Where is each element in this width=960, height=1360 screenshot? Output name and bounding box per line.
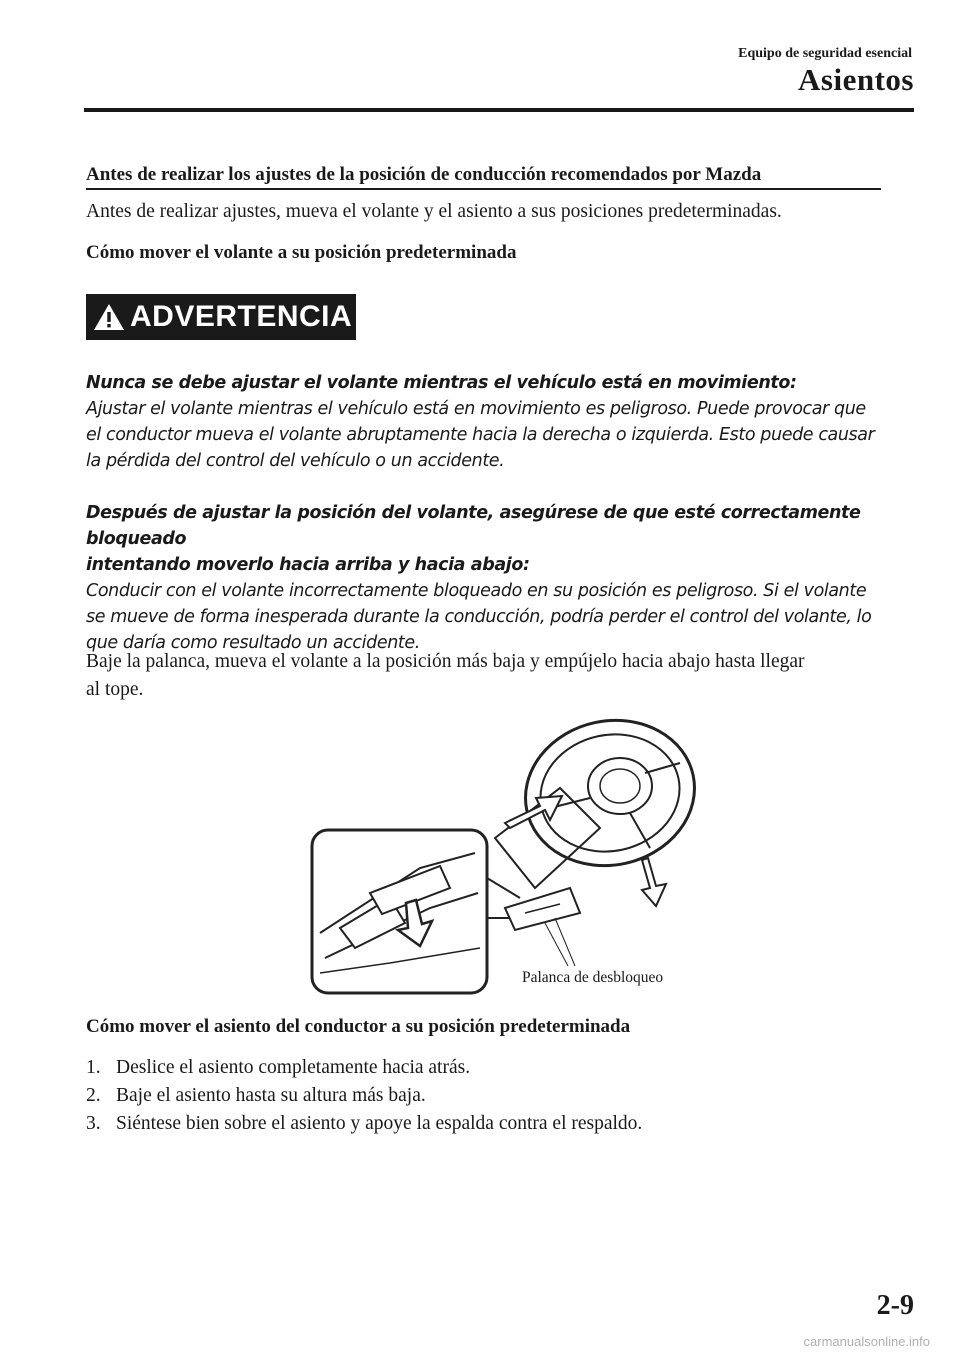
- intro-paragraph: Antes de realizar ajustes, mueva el volante y el asiento a sus posiciones predeterminadas.: [86, 201, 782, 222]
- header-rule: [84, 108, 914, 112]
- warning-triangle-icon: [90, 294, 128, 340]
- warning-block-2: [86, 500, 916, 656]
- list-item: [86, 1110, 642, 1138]
- warning-banner: [86, 294, 356, 340]
- instruction-paragraph: [86, 648, 805, 704]
- warning-1-line: Ajustar el volante mientras el vehículo está en movimiento es peligroso. Puede provocar que: [86, 399, 866, 419]
- warning-2-title: intentando moverlo hacia arriba y hacia abajo:: [86, 555, 530, 575]
- step-text: Siéntese bien sobre el asiento y apoye la espalda contra el respaldo.: [116, 1113, 643, 1134]
- step-number: 1.: [86, 1057, 101, 1078]
- list-item: [86, 1054, 642, 1082]
- warning-2-line: se mueve de forma inesperada durante la conducción, podría perder el control del volante, lo: [86, 607, 872, 627]
- subheading-seat: Cómo mover el asiento del conductor a su posición predeterminada: [86, 1016, 631, 1037]
- warning-1-line: el conductor mueva el volante abruptamente hacia la derecha o izquierda. Esto puede causar: [86, 425, 875, 445]
- figure-label: Palanca de desbloqueo: [522, 969, 664, 986]
- section-label: Equipo de seguridad esencial: [738, 46, 912, 61]
- page-number: 2-9: [876, 1290, 914, 1321]
- warning-block-1: [86, 370, 916, 474]
- warning-1-title: Nunca se debe ajustar el volante mientras el vehículo está en movimiento:: [86, 373, 797, 393]
- step-number: 2.: [86, 1085, 101, 1106]
- instruction-line: Baje la palanca, mueva el volante a la posición más baja y empújelo hacia abajo hasta llegar: [86, 651, 805, 672]
- section-heading-rule: [86, 188, 881, 190]
- footer-watermark: carmanualsonline.info: [803, 1334, 930, 1349]
- instruction-line: al tope.: [86, 679, 144, 700]
- steps-list: [86, 1054, 642, 1138]
- warning-2-title: Después de ajustar la posición del volante, asegúrese de que esté correctamente bloqueado: [86, 503, 861, 549]
- subheading-steering: Cómo mover el volante a su posición predeterminada: [86, 242, 517, 263]
- warning-label: ADVERTENCIA: [130, 300, 353, 333]
- step-number: 3.: [86, 1113, 101, 1134]
- section-heading: Antes de realizar los ajustes de la posición de conducción recomendados por Mazda: [86, 164, 762, 185]
- warning-1-line: la pérdida del control del vehículo o un accidente.: [86, 451, 505, 471]
- warning-2-line: Conducir con el volante incorrectamente bloqueado en su posición es peligroso. Si el volante: [86, 581, 867, 601]
- steering-wheel-illustration: [310, 718, 700, 998]
- page-title: Asientos: [798, 62, 914, 97]
- warning-2-line: que daría como resultado un accidente.: [86, 633, 420, 653]
- step-text: Baje el asiento hasta su altura más baja.: [116, 1085, 426, 1106]
- list-item: [86, 1082, 642, 1110]
- step-text: Deslice el asiento completamente hacia atrás.: [116, 1057, 471, 1078]
